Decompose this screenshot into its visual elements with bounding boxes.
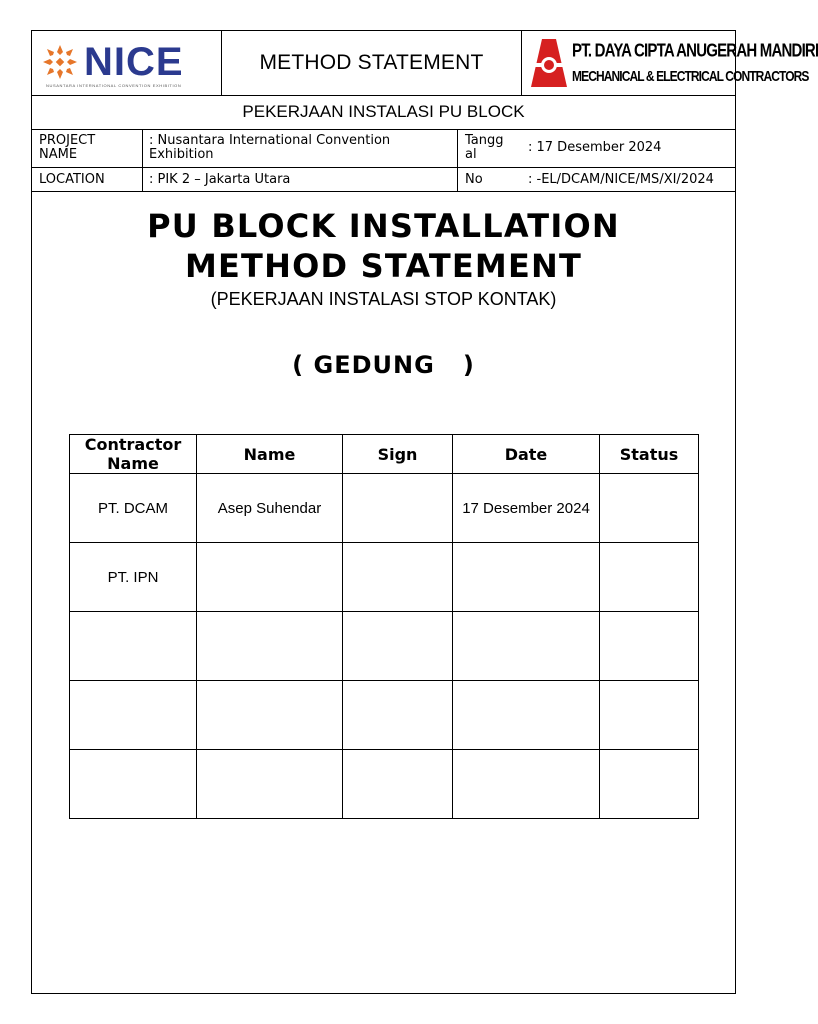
header-status: Status [600,435,699,474]
cell-name [197,681,343,750]
cell-status [600,750,699,819]
cell-name [197,612,343,681]
work-subtitle: PEKERJAAN INSTALASI PU BLOCK [242,102,525,121]
building-label: ( GEDUNG ) [292,351,475,379]
cell-sign [343,543,453,612]
cell-date: 17 Desember 2024 [453,474,600,543]
nice-logo-tagline: NUSANTARA INTERNATIONAL CONVENTION EXHIBITION [46,83,182,88]
nice-logo [40,39,210,89]
table-header-row [70,435,699,474]
cell-date [453,612,600,681]
left-logo-cell [32,31,222,95]
cell-contractor: PT. IPN [70,543,197,612]
main-title-line2: METHOD STATEMENT [184,247,583,285]
table-row [70,681,699,750]
cell-name [197,543,343,612]
info-row-project [32,129,735,168]
date-label: Tanggal [465,133,504,162]
project-name-value: : Nusantara International Convention Exhibition [143,129,458,167]
subtitle-row [32,95,735,130]
header-row [32,31,818,96]
cell-status [600,474,699,543]
title-cell [222,31,522,95]
nice-logo-word: NICE [84,40,184,84]
cell-date [453,750,600,819]
cell-status [600,681,699,750]
cell-contractor [70,612,197,681]
info-row-location [32,168,735,192]
header-name: Name [197,435,343,474]
cell-contractor: PT. DCAM [70,474,197,543]
document-frame [31,30,818,994]
cell-date [453,681,600,750]
star-cross-icon [42,44,78,80]
location-label: LOCATION [32,168,143,191]
date-value: : 17 Desember 2024 [528,140,662,155]
cell-contractor [70,681,197,750]
table-row [70,750,699,819]
right-logo-cell [522,31,818,95]
cell-sign [343,681,453,750]
cell-status [600,612,699,681]
table-row [70,612,699,681]
approval-table [69,434,699,819]
project-name-label: PROJECT NAME [32,129,143,167]
header-contractor-name: Contractor Name [70,435,197,474]
cell-date [453,543,600,612]
main-subtitle: (PEKERJAAN INSTALASI STOP KONTAK) [210,289,557,309]
dcam-logo-line2: MECHANICAL & ELECTRICAL CONTRACTORS [572,67,809,85]
cell-sign [343,750,453,819]
cell-name [197,750,343,819]
number-label: No [465,171,483,187]
header-date: Date [453,435,600,474]
number-value: : -EL/DCAM/NICE/MS/XI/2024 [528,171,714,187]
dcam-logo [530,35,818,91]
main-title-line1: PU BLOCK INSTALLATION [147,207,620,245]
dcam-logo-line1: PT. DAYA CIPTA ANUGERAH MANDIRI [572,41,818,62]
cell-sign [343,612,453,681]
cell-sign [343,474,453,543]
document-type-title: METHOD STATEMENT [259,51,484,74]
table-row [70,474,699,543]
header-sign: Sign [343,435,453,474]
triangle-emblem-icon [530,37,568,89]
table-row [70,543,699,612]
cell-contractor [70,750,197,819]
cell-status [600,543,699,612]
location-value: : PIK 2 – Jakarta Utara [143,168,458,191]
cell-name: Asep Suhendar [197,474,343,543]
